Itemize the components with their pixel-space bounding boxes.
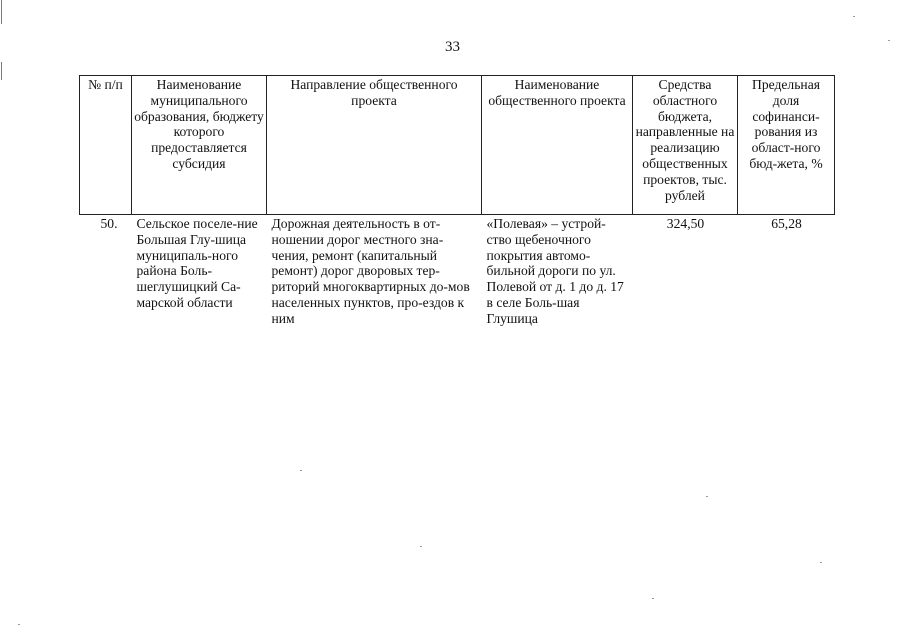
subsidy-table <box>79 75 835 327</box>
header-project-name: Наименование общественного проекта <box>482 76 633 215</box>
scan-edge-mark <box>1 0 2 24</box>
table-row <box>80 215 835 327</box>
scan-speck <box>652 598 654 599</box>
scan-speck <box>820 562 822 563</box>
row-project-name: «Полевая» – устрой-ство щебеночного покрытия автомо-бильной дороги по ул. Полевой от д. 1 до д. 17 в селе Боль-шая Глушица <box>486 216 624 326</box>
scan-speck <box>420 546 422 547</box>
header-number: № п/п <box>80 76 132 215</box>
scan-speck <box>18 624 20 625</box>
scan-speck <box>853 16 855 17</box>
row-number: 50. <box>100 216 118 231</box>
scan-speck <box>300 470 302 471</box>
header-share: Предельная доля софинанси-рования из област-ного бюд-жета, % <box>738 76 835 215</box>
row-funds: 324,50 <box>666 216 705 231</box>
page-number: 33 <box>445 39 460 55</box>
scan-edge-mark <box>1 62 2 80</box>
header-municipality: Наименование муниципального образования, бюджету которого предоставляется субсидия <box>132 76 267 215</box>
table-header-row <box>80 76 835 215</box>
header-funds: Средства областного бюджета, направленные на реализацию общественных проектов, тыс. рублей <box>633 76 738 215</box>
header-direction: Направление общественного проекта <box>267 76 482 215</box>
scan-speck <box>706 496 708 497</box>
row-municipality: Сельское поселе-ние Большая Глу-шица муниципаль-ного района Боль-шеглушицкий Са-марской области <box>136 216 258 310</box>
row-share: 65,28 <box>771 216 802 231</box>
scan-speck <box>888 40 890 41</box>
row-direction: Дорожная деятельность в от-ношении дорог местного зна-чения, ремонт (капитальный ремонт) дорог дворовых тер-риторий многоквартирных до-мов населенных пунктов, про-ездов к ним <box>271 216 470 326</box>
